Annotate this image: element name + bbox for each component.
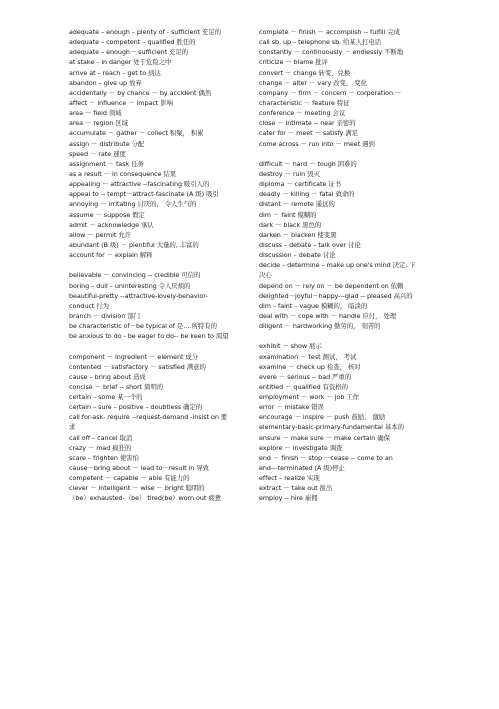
vocab-group: [69, 352, 257, 504]
vocab-line: call for-ask- require --request-demand -insist on 要: [69, 413, 228, 422]
vocab-line: boring – dull – uninteresting 令人厌烦的: [69, 281, 191, 290]
right-column: [259, 27, 435, 504]
vocab-line: change － alter － vary 改变， 变化: [259, 78, 367, 87]
vocab-line: examination － test 测试， 考试: [259, 352, 357, 361]
vocab-line: cater for － meet － satisfy 满足: [259, 129, 358, 138]
vocab-line: ensure － make sure － make certain 确保: [259, 433, 390, 442]
vocab-line: explore － investigate 调查: [259, 443, 343, 452]
vocab-line: deal with － cope with － handle 应付， 处理: [259, 311, 397, 320]
group-spacer: [259, 331, 435, 341]
vocab-line: come across － run into － meet 遇到: [259, 139, 375, 148]
vocab-line: as a result － in consequence 结果: [69, 169, 177, 178]
vocab-line: characteristic － feature 特征: [259, 98, 350, 107]
vocab-line: assume － suppose 假定: [69, 210, 145, 219]
vocab-line: abandon – give up 放弃: [69, 78, 142, 87]
vocab-group: [259, 341, 435, 503]
vocab-line: assignment － task 任务: [69, 159, 144, 168]
vocab-line: entitled － qualified 有资格的: [259, 382, 348, 391]
vocab-line: error － mistake 错误: [259, 403, 324, 412]
vocab-line: be characteristic of－be typical of 是….所特有的: [69, 322, 217, 331]
vocab-line: complete － finish － accomplish -- fulfill 完成: [259, 28, 400, 36]
vocab-line: call sb. up – telephone sb. 给某人打电话: [259, 38, 382, 47]
vocab-line: beautiful-pretty --attractive-lovely-behavior-: [69, 291, 208, 300]
vocab-line: company － firm － concern － corporation －: [259, 88, 402, 97]
vocab-line: at stake – in danger 处于危险之中: [69, 58, 172, 67]
group-spacer: [69, 341, 257, 351]
vocab-line: abundant (B 级) － plentiful 大量的, 丰富的: [69, 240, 199, 249]
vocab-group: [259, 27, 435, 149]
vocab-group: [69, 27, 257, 260]
vocab-line: decide – determine – make up one's mind 决定, 下: [259, 261, 416, 270]
group-spacer: [69, 260, 257, 270]
vocab-line: conference － meeting 会议: [259, 109, 346, 118]
group-spacer: [259, 149, 435, 159]
vocab-line: diligent － hardworking 勤劳的， 刻苦的: [259, 322, 381, 331]
vocab-line: end---terminated (A 级)停止: [259, 464, 345, 473]
vocab-line: distant － remote 遥远的: [259, 200, 335, 209]
vocab-line: exhibit － show 展示: [259, 342, 322, 351]
vocab-line: appeal to -- tempt－attract-fascinate (A 级) 吸引: [69, 190, 219, 199]
vocab-line: clever － intelligent － wise － bright 聪明的: [69, 484, 205, 493]
vocab-line: believable － convincing -- credible 可信的: [69, 271, 201, 280]
vocab-line: cause – bring about 造成: [69, 372, 146, 381]
vocab-line: close － intimate -- near 亲密的: [259, 119, 356, 128]
vocab-line: difficult － hard － tough 困难的: [259, 159, 357, 168]
vocab-line: concise － brief -- short 简明的: [69, 382, 164, 391]
vocab-line: admit － acknowledge 承认: [69, 220, 154, 229]
vocab-line: call off – cancel 取消: [69, 433, 133, 442]
vocab-line: delighted－joyful－happy---glad -- pleased 高兴的: [259, 291, 413, 300]
vocab-line: conduct 行为: [69, 301, 109, 310]
left-column: [69, 27, 257, 504]
vocab-line: depend on － rely on － be dependent on 依赖: [259, 281, 404, 290]
vocab-line: evere － serious -- bad 严重的: [259, 372, 352, 381]
vocab-line: annoying － irritating 讨厌的， 令人生气的: [69, 200, 197, 209]
vocab-line: elementary-basic-primary-fundamental 基本的: [259, 423, 404, 432]
vocab-line: dark － black 黑色的: [259, 220, 322, 229]
vocab-line: end － finish － stop －cease -- come to an: [259, 453, 393, 462]
vocab-line: convert － change 转变，兑换: [259, 68, 351, 77]
vocab-line: adequate – enough – plenty of - sufficient 充足的: [69, 28, 221, 36]
vocab-line: darken － blacken 使变黑: [259, 230, 337, 239]
vocab-line: appealing － attractive --fascinating 吸引人的: [69, 180, 210, 189]
vocab-line: cause－bring about － lead to－result in 导致: [69, 464, 209, 473]
vocab-line: branch － division 部门: [69, 311, 140, 320]
vocab-line: diploma － certificate 证书: [259, 180, 342, 189]
vocab-line: arrive at – reach – get to 到达: [69, 68, 161, 77]
vocab-line: certain – sure – positive – doubtless 确定的: [69, 403, 203, 412]
vocab-line: deadly － killing － fatal 致命的: [259, 190, 355, 199]
vocab-line: 求: [69, 423, 76, 432]
vocab-line: employ -- hire 雇佣: [259, 494, 318, 503]
vocab-line: discussion – debate 讨论: [259, 251, 336, 260]
vocab-line: accumulate － gather － collect 积聚， 积累: [69, 129, 204, 138]
vocab-line: crazy － mad 疯狂的: [69, 443, 132, 452]
vocab-line: scare – frighten 使害怕: [69, 453, 139, 462]
vocab-line: certain – some 某一个的: [69, 393, 143, 402]
vocab-line: competent － capable － able 有能力的: [69, 474, 190, 483]
vocab-line: （be）exhausted-（be） tired(be）worn out 疲惫: [69, 494, 222, 503]
vocab-line: extract － take out 拔出: [259, 484, 333, 493]
vocab-line: encourage － inspire － push 鼓励， 激励: [259, 413, 386, 422]
vocab-line: criticize － blame 批评: [259, 58, 328, 67]
vocab-line: speed － rate 速度: [69, 149, 126, 158]
vocab-line: dim － faint 模糊的: [259, 210, 317, 219]
vocab-line: constantly － continuously － endlessly 不断地: [259, 48, 404, 57]
vocab-line: adequate – enough－ sufficient 充足的: [69, 48, 189, 57]
vocab-line: adequate – competent – qualified 胜任的: [69, 38, 196, 47]
vocab-group: [69, 270, 257, 341]
vocab-line: employment － work － job 工作: [259, 393, 360, 402]
vocab-line: area － field 领域: [69, 109, 122, 118]
vocab-line: component － ingredient － element 成分: [69, 352, 199, 361]
vocab-line: assign － distribute 分配: [69, 139, 145, 148]
vocab-group: [259, 159, 435, 331]
vocab-line: examine － check up 检查， 核对: [259, 362, 361, 371]
vocab-line: account for － explain 解释: [69, 251, 153, 260]
vocab-line: discuss – debate – talk over 讨论: [259, 240, 361, 249]
vocab-line: allow － permit 允许: [69, 230, 132, 239]
vocab-line: destroy － ruin 毁灭: [259, 169, 320, 178]
vocab-line: affect － influence － impact 影响: [69, 98, 173, 107]
vocab-line: be anxious to do - be eager to do-- be keen to 渴望: [69, 332, 229, 341]
vocab-line: area － region 区域: [69, 119, 128, 128]
vocab-line: contented － satisfactory － satisfied 满意的: [69, 362, 206, 371]
vocab-line: dim – faint – vague 模糊的， 暗淡的: [259, 301, 368, 310]
vocab-line: 决心: [259, 271, 272, 280]
vocab-line: effect – realize 实现: [259, 474, 320, 483]
vocab-line: accidentally － by chance － by accident 偶然: [69, 88, 212, 97]
